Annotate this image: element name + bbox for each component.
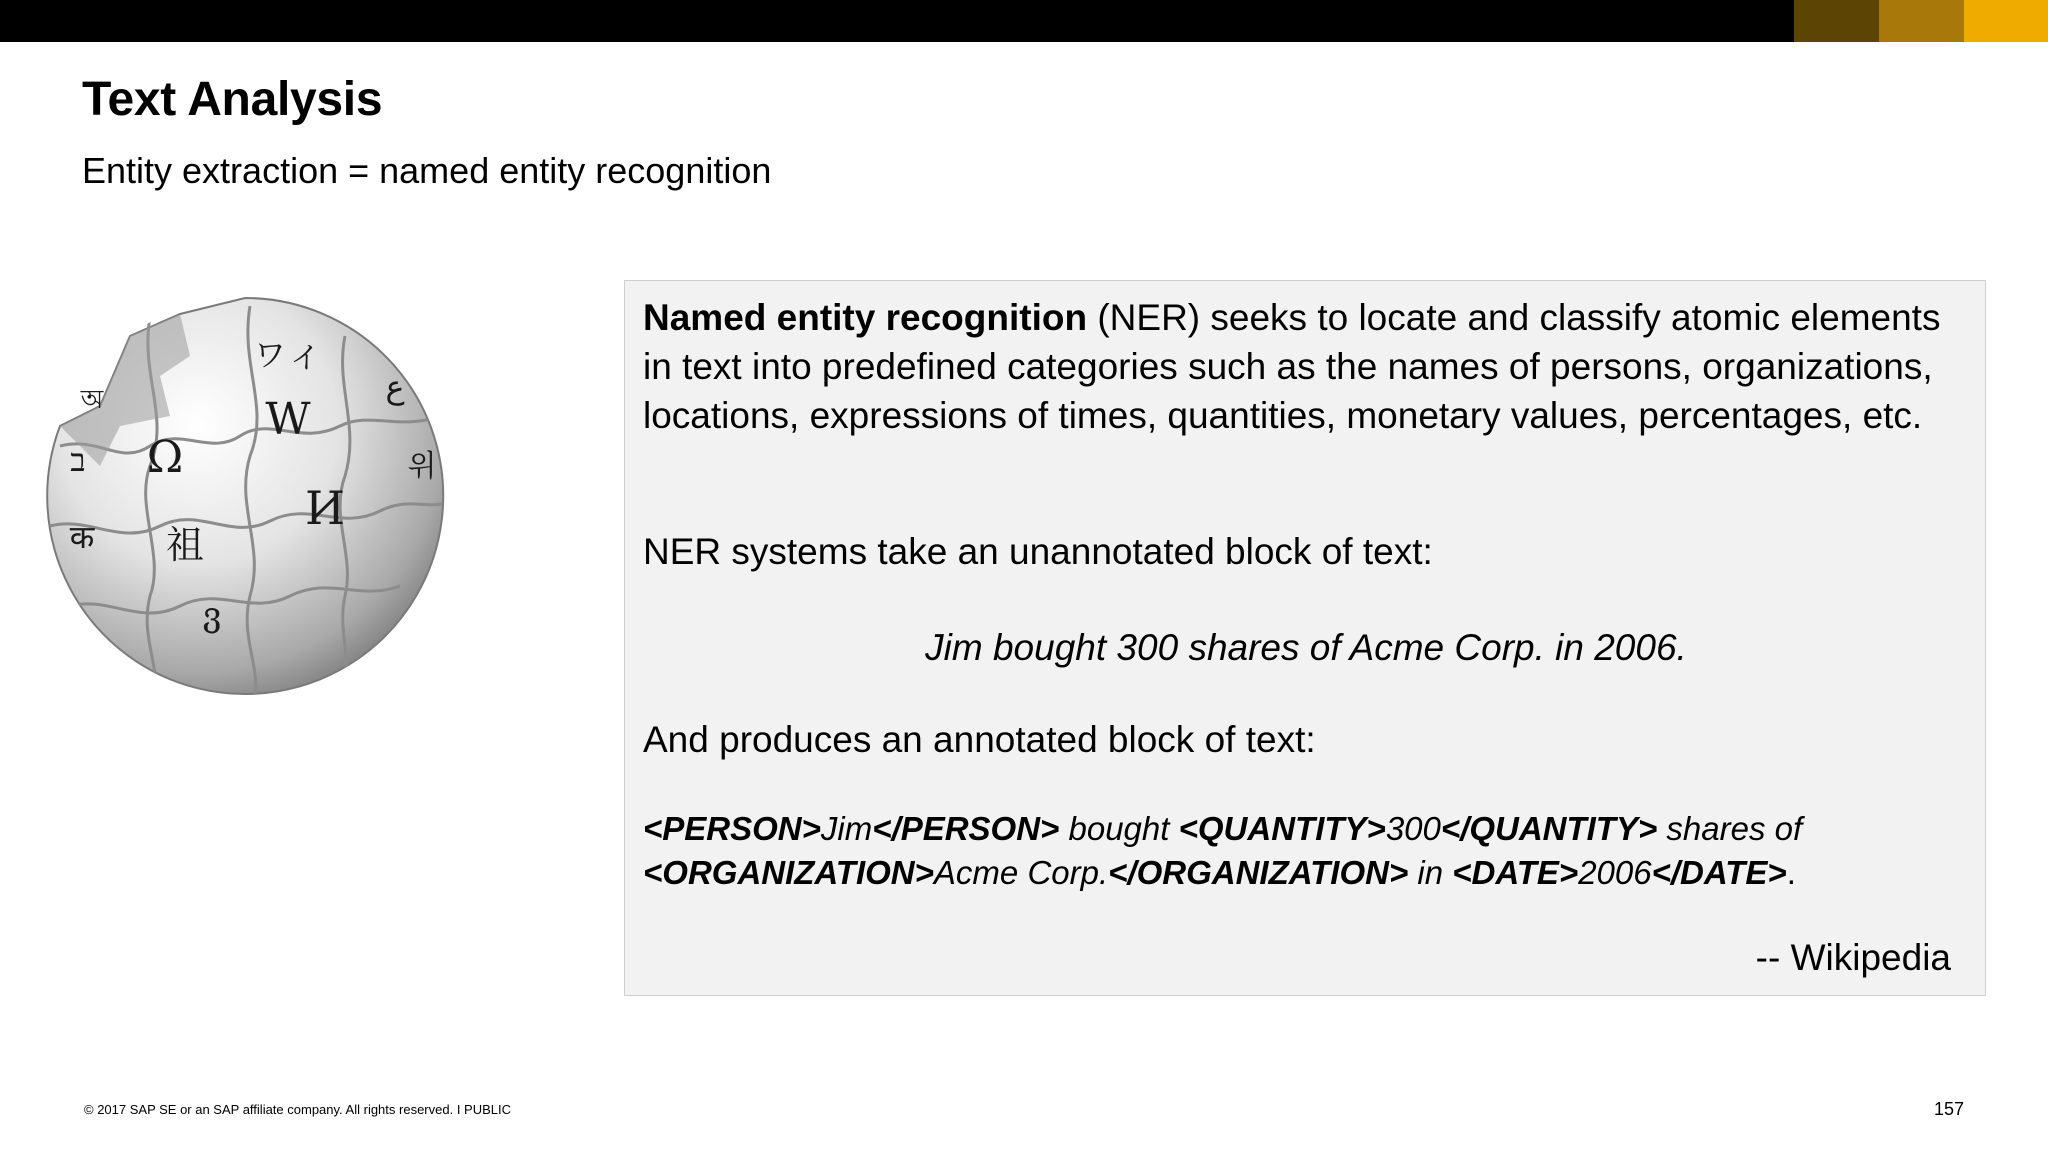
globe-glyph-hangul: 위 [407,449,437,484]
tag-quantity-open: <QUANTITY> [1178,810,1386,847]
footer-copyright: © 2017 SAP SE or an SAP affiliate company. All rights reserved. I PUBLIC [84,1102,512,1117]
tag-quantity-close: </QUANTITY> [1440,810,1658,847]
slide-subtitle: Entity extraction = named entity recognition [82,150,772,191]
text-bought: bought [1059,810,1179,847]
ner-definition [643,293,1973,440]
annotated-example [643,807,1973,895]
text-in: in [1408,854,1453,891]
tag-org-close: </ORGANIZATION> [1108,854,1409,891]
text-period: . [1786,854,1796,891]
globe-glyph-katakana-wa: ワ [253,336,287,374]
ner-term: Named entity recognition [643,297,1088,338]
globe-glyph-arabic: ع [385,368,405,406]
entity-organization: Acme Corp. [933,854,1109,891]
tag-person-open: <PERSON> [643,810,821,847]
entity-person: Jim [820,810,873,847]
ner-definition-box [624,280,1986,996]
globe-glyph-w: W [265,394,311,445]
input-intro: NER systems take an unannotated block of text: [643,531,1433,572]
tag-person-close: </PERSON> [872,810,1060,847]
globe-glyph-georgian: ვ [202,595,222,635]
example-sentence: Jim bought 300 shares of Acme Corp. in 2006. [925,627,1687,668]
globe-glyph-hebrew: ב [70,441,86,479]
globe-glyph-bengali: অ [80,385,104,415]
entity-quantity: 300 [1385,810,1441,847]
globe-glyph-katakana-i: イ [290,341,320,376]
accent-block-gold [1964,0,2048,42]
accent-block-dark [1794,0,1879,42]
globe-glyph-omega: Ω [146,432,184,483]
wikipedia-globe-svg [40,296,460,696]
output-intro: And produces an annotated block of text: [643,719,1316,760]
page-number: 157 [1933,1099,1964,1119]
globe-glyph-devanagari: क [69,518,95,556]
citation: -- Wikipedia [1755,937,1951,978]
tag-date-close: </DATE> [1651,854,1787,891]
slide-title: Text Analysis [82,73,383,126]
globe-glyph-cjk: 祖 [165,523,205,567]
wikipedia-globe-icon [40,296,460,696]
tag-date-open: <DATE> [1452,854,1579,891]
tag-org-open: <ORGANIZATION> [643,854,934,891]
globe-glyph-cyrillic: И [304,481,346,535]
accent-block-medium [1879,0,1964,42]
top-bar [0,0,2048,42]
text-shares-of: shares of [1657,810,1803,847]
entity-date: 2006 [1578,854,1652,891]
ner-definition-text: (NER) seeks to locate and classify atomic elements in text into predefined categories such as the names of persons, organizations, locations, expressions of times, quantities, monetary values, percentages, etc. [643,297,1941,436]
